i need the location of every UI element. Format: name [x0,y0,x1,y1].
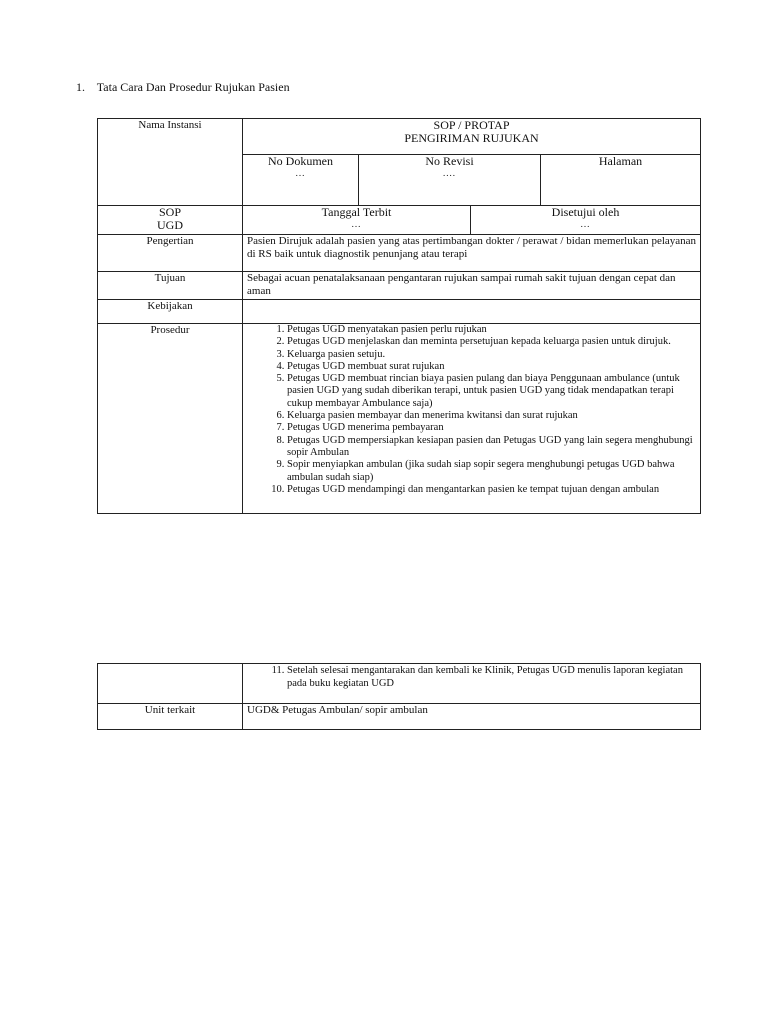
sop-ugd-cell [98,206,243,235]
ugd-label: UGD [157,218,183,232]
prosedur-step: 6. Keluarga pasien membayar dan menerima kwitansi dan surat rujukan [287,410,696,422]
sop-title-line1: SOP / PROTAP [433,118,510,132]
disetujui-oleh-cell [471,206,701,235]
no-dokumen-value: ... [295,168,306,178]
prosedur-steps-continued [247,664,696,690]
prosedur-step: 3. Keluarga pasien setuju. [287,349,696,361]
no-dokumen-label: No Dokumen [268,154,333,168]
nama-instansi-label: Nama Instansi [138,119,202,131]
section-heading [76,80,290,95]
kebijakan-label: Kebijakan [98,300,243,324]
sop-title-cell [243,119,701,155]
prosedur-step: 2. Petugas UGD menjelaskan dan meminta persetujuan kepada keluarga pasien untuk dirujuk. [287,336,696,348]
continuation-step-cell [243,664,701,704]
continuation-empty-cell [98,664,243,704]
section-number: 1. [76,80,85,94]
prosedur-step: 1. Petugas UGD menyatakan pasien perlu rujukan [287,324,696,336]
tanggal-terbit-value: ... [351,219,362,229]
prosedur-step: 11. Setelah selesai mengantarakan dan kembali ke Klinik, Petugas UGD menulis laporan kegiatan pada buku kegiatan UGD [287,664,696,690]
tujuan-label: Tujuan [98,272,243,300]
no-revisi-value: .... [443,168,456,178]
prosedur-cell [243,324,701,514]
sop-continuation-table [97,663,701,730]
pengertian-text: Pasien Dirujuk adalah pasien yang atas pertimbangan dokter / perawat / bidan memerlukan pelayanan di RS baik untuk diagnostik penunjang atau terapi [243,235,701,272]
disetujui-oleh-label: Disetujui oleh [551,205,620,219]
sop-label: SOP [158,205,181,219]
prosedur-label: Prosedur [98,324,243,514]
prosedur-step: 7. Petugas UGD menerima pembayaran [287,422,696,434]
tanggal-terbit-cell [243,206,471,235]
section-title: Tata Cara Dan Prosedur Rujukan Pasien [96,80,290,94]
halaman-label: Halaman [598,154,643,168]
kebijakan-text [243,300,701,324]
sop-table [97,118,701,514]
unit-terkait-label: Unit terkait [98,704,243,730]
pengertian-label: Pengertian [98,235,243,272]
prosedur-steps-list [247,324,696,496]
tujuan-text: Sebagai acuan penatalaksanaan pengantaran rujukan sampai rumah sakit tujuan dengan cepat dan aman [243,272,701,300]
no-dokumen-cell [243,155,359,206]
prosedur-step: 4. Petugas UGD membuat surat rujukan [287,361,696,373]
tanggal-terbit-label: Tanggal Terbit [321,205,392,219]
prosedur-step: 5. Petugas UGD membuat rincian biaya pasien pulang dan biaya Penggunaan ambulance (untuk pasien UGD yang sudah diberikan terapi, untuk pasien UGD yang tidak mendapatkan terapi cukup membayar Ambulance saja) [287,373,696,410]
prosedur-step: 9. Sopir menyiapkan ambulan (jika sudah siap sopir segera menghubungi petugas UGD bahwa ambulan sudah siap) [287,459,696,484]
no-revisi-cell [359,155,541,206]
prosedur-step: 8. Petugas UGD mempersiapkan kesiapan pasien dan Petugas UGD yang lain segera menghubungi sopir Ambulan [287,435,696,460]
halaman-cell [541,155,701,206]
prosedur-step: 10. Petugas UGD mendampingi dan mengantarkan pasien ke tempat tujuan dengan ambulan [287,484,696,496]
unit-terkait-text: UGD& Petugas Ambulan/ sopir ambulan [243,704,701,730]
no-revisi-label: No Revisi [425,154,474,168]
sop-title-line2: PENGIRIMAN RUJUKAN [404,131,539,145]
nama-instansi-cell [98,119,243,206]
disetujui-oleh-value: ... [580,219,591,229]
